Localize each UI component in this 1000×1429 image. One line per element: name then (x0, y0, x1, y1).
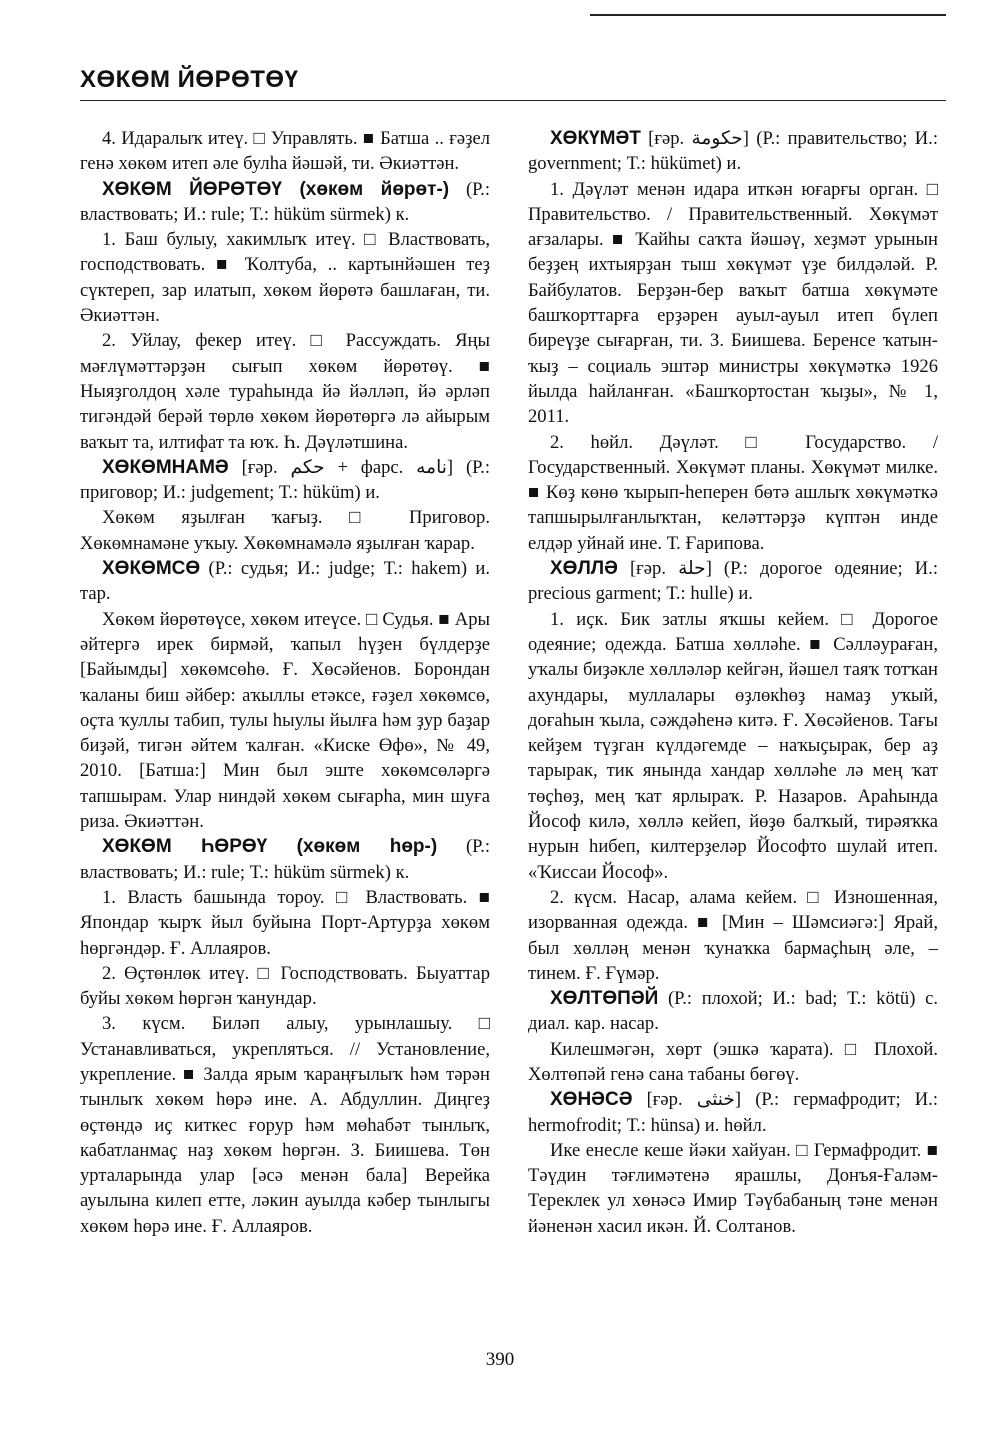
page-number: 390 (485, 1349, 515, 1370)
entry-paragraph: ХӨКҮМӘТ [ғәр. حكومة] (Р.: правительство; И.: government; Т.: hükümet) и. (528, 128, 938, 175)
entry-paragraph: ХӨКӨМНАМӘ [ғәр. حكم + фарс. نامه] (Р.: приговор; И.: judgement; Т.: hüküm) и. (80, 456, 490, 504)
entry-paragraph: ХӨНӘСӘ [ғәр. خنثى] (Р.: гермафродит; И.: hermofrodit; Т.: hünsa) и. һөйл. (528, 1089, 938, 1136)
entry-paragraph: ХӨЛЛӘ [ғәр. حلة] (Р.: дорогое одеяние; И.: precious garment; Т.: hulle) и. (528, 558, 938, 605)
entry-paragraph: 1. Дәүләт менән идара иткән юғарғы орган. □ Правительство. / Правительственный. Хөкүмәт ағзалары. ■ Ҡайһы саҡта йәшәү, хеҙмәт урынын беҙҙең ихтыярҙан тыш хөкүмәт үҙе билдәләй. Р. Байбулатов. Берҙән-бер ваҡыт батша хөкүмәте башҡорттарға ерҙәрен ауыл-ауыл итеп бүлеп биреүҙе сығарған, ти. З. Биишева. Беренсе ҡатын-ҡыҙ – социаль эштәр министры хөкүмәткә 1926 йылда һайланған. «Башҡортостан ҡыҙы», № 1, 2011. (528, 178, 938, 428)
entry-paragraph: Хөкөм йөрөтөүсе, хөкөм итеүсе. □ Судья. ■ Ары әйтергә ирек бирмәй, ҡапыл һүҙен бүлдерҙе [Байымды] хөкөмсөһө. Ғ. Хөсәйенов. Борондан ҡаланы биш әйбер: аҡыллы етәксе, ғәҙел хөкөмсө, оҫта ҡуллы табип, тулы һыулы йылға һәм ҙур баҙар биҙәй, тигән әйтем ҡалған. «Киске Өфө», № 49, 2010. [Батша:] Мин был эште хөкөмсөләргә тапшырам. Улар ниндәй хөкөм сығарһа, мин шуға риза. Әкиәттән. (80, 608, 490, 833)
entry-paragraph: 3. күсм. Биләп алыу, урынлашыу. □ Устанавливаться, укрепляться. // Установление, укрепление. ■ Залда ярым ҡараңғылыҡ һәм тәрән тынлыҡ хөкөм һөрә ине. А. Абдуллин. Диңгеҙ өҫтөндә иҫ киткес ғорур һәм мөһабәт тынлыҡ, кабатланмаҫ наҙ хөкөм һөргән. З. Биишева. Төн урталарында улар [әсә менән бала] Верейка ауылына килеп етте, ләкин ауылда кәбер тынлыгы хөкөм һөрә ине. Ғ. Аллаяров. (80, 1013, 490, 1237)
entry-paragraph: Хөкөм яҙылған ҡағыҙ. □ Приговор. Хөкөмнамәне уҡыу. Хөкөмнамәлә яҙылған ҡарар. (80, 507, 490, 554)
entry-paragraph: 2. һөйл. Дәүләт. □ Государство. / Государственный. Хөкүмәт планы. Хөкүмәт милке. ■ Көҙ көнө ҡырып-һеперен бөтә ашлыҡ хөкүмәткә тапшырылғанлыҡтан, келәттәрҙә күптән инде елдәр уйнай ине. Т. Ғарипова. (528, 431, 938, 554)
entry-paragraph: ХӨКӨМ ҺӨРӨҮ (хөкөм һөр-) (Р.: властвовать; И.: rule; Т.: hüküm sürmek) к. (80, 836, 491, 883)
entry-paragraph: 1. иҫк. Бик затлы яҡшы кейем. □ Дорогое одеяние; одежда. Батша хөлләһе. ■ Сәлләураған, уҡалы биҙәкле хөлләләр кейгән, йәшел таяҡ тотҡан ахундары, муллалары өҙлөкһөҙ намаҙ уҡый, доғаһын ҡыла, сәждәһенә китә. Ғ. Хөсәйенов. Тағы кейҙем түҙган күлдәгемде – наҡыҫырак, бер аҙ тарырак, тик янында хандар хөлләһе лә мең ҡат төҫһөҙ, мең ҡат ярлыраҡ. Р. Назаров. Араһында Йософ килә, хөллә кейеп, йөҙө балҡый, тирәяҡка нурын һибеп, килтерҙеләр Йософто шулай итеп. «Ҡиссаи Йософ». (528, 608, 938, 883)
entry-paragraph: ХӨКӨМ ЙӨРӨТӨҮ (хөкөм йөрөт-) (Р.: властвовать; И.: rule; Т.: hüküm sürmek) к. (80, 178, 490, 225)
entry-paragraph: Килешмәгән, хөрт (эшкә ҡарата). □ Плохой. Хөлтөпәй генә сана табаны бөгөү. (528, 1038, 938, 1085)
entry-paragraph: Ике енесле кеше йәки хайуан. □ Гермафродит. ■ Тәүдин тәғлимәтенә ярашлы, Донъя-Ғаләм-Тереклек ул хөнәсә Имир Тәүбабаның тәне менән йәненән хасил икән. Й. Солтанов. (528, 1139, 938, 1237)
right-column (528, 126, 938, 1239)
entry-paragraph: ХӨЛТӨПӘЙ (Р.: плохой; И.: bad; Т.: kötü) с. диал. кар. насар. (528, 988, 938, 1035)
running-head: ХӨКӨМ ЙӨРӨТӨҮ (80, 66, 299, 93)
entry-paragraph: 1. Баш булыу, хакимлыҡ итеү. □ Властвовать, господствовать. ■ Ҡолтуба, .. картынйәшен теҙ сүктереп, зар илатып, хөкөм йөрөтә башлаған, ти. Әкиәттән. (80, 229, 490, 327)
entry-paragraph: 1. Власть башында тороу. □ Властвовать. ■ Япондар ҡырҡ йыл буйына Порт-Артурҙа хөкөм һөргәндәр. Ғ. Аллаяров. (80, 886, 490, 959)
top-rule (590, 14, 946, 16)
header-divider (80, 100, 946, 101)
entry-paragraph: 4. Идаралыҡ итеү. □ Управлять. ■ Батша .. ғәҙел генә хөкөм итеп әле булһа йәшәй, ти. Әкиәттән. (80, 128, 490, 175)
entry-paragraph: 2. күсм. Насар, алама кейем. □ Изношенная, изорванная одежда. ■ [Мин – Шәмсиәгә:] Ярай, был хөлләң менән ҡунаҡка бармаҫһың әле, – тинем. Ғ. Ғүмәр. (528, 886, 938, 984)
entry-paragraph: 2. Уйлау, фекер итеү. □ Рассуждать. Яңы мәғлүмәттәрҙән сығып хөкөм йөрөтөү. ■ Ныяҙголдоң хәле тураһында йә йәлләп, йә әрләп тигәндәй берәй төрлө хөкөм йөрөтөргә лә айырым ваҡыт та, илтифат та юҡ. Һ. Дәүләтшина. (80, 330, 490, 453)
left-column (80, 126, 490, 1239)
entry-paragraph: ХӨКӨМСӨ (Р.: судья; И.: judge; Т.: hakem) и. тар. (80, 558, 490, 605)
entry-paragraph: 2. Өҫтөнлөк итеү. □ Господствовать. Быуаттар буйы хөкөм һөргән ҡанундар. (80, 962, 490, 1010)
